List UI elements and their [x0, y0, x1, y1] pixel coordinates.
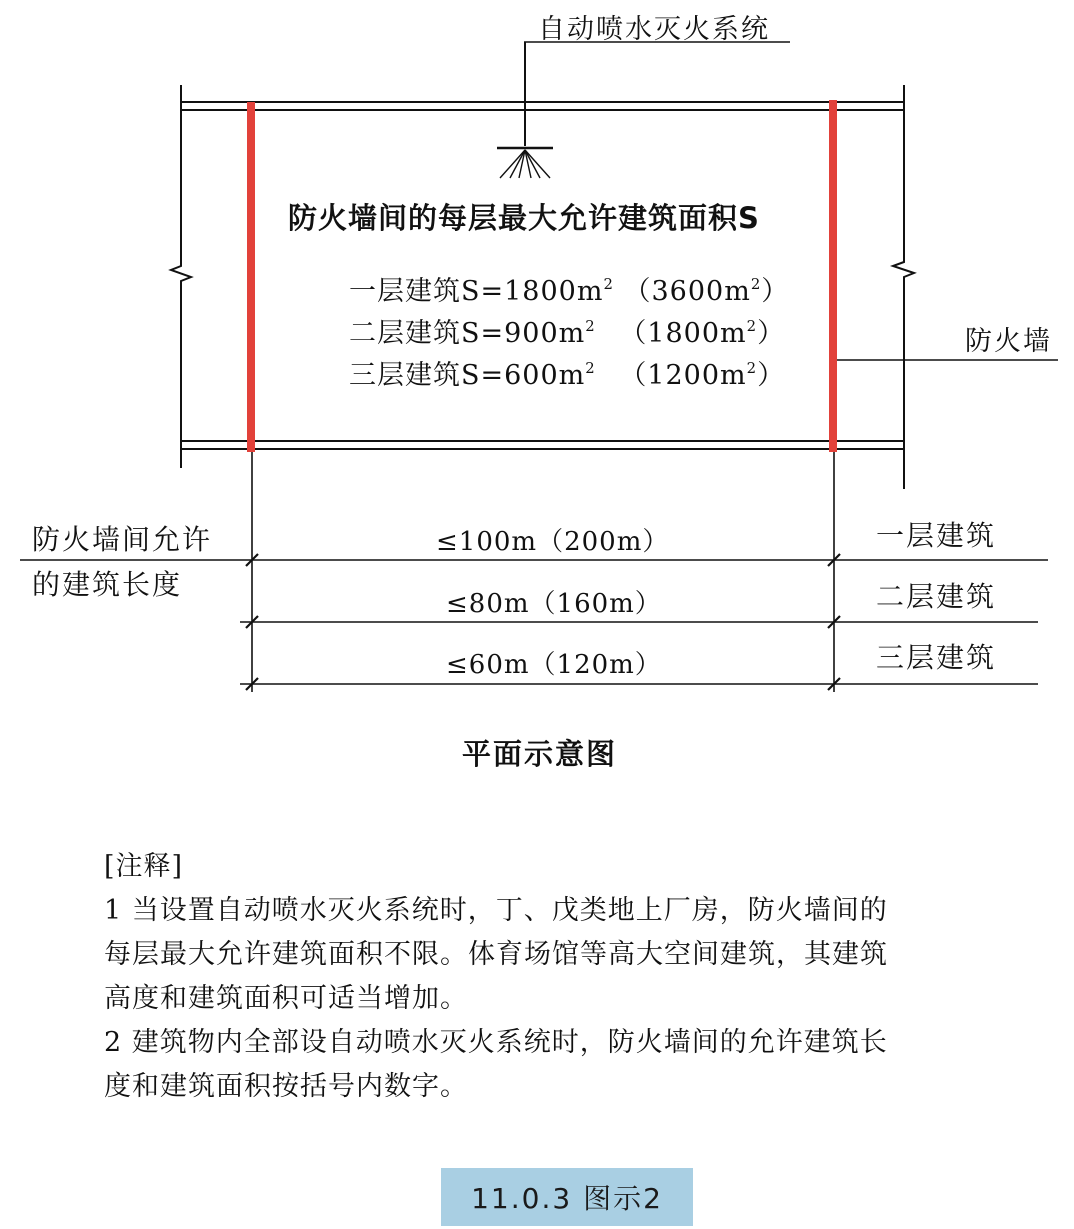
- dim-floor-1: 一层建筑: [876, 519, 997, 552]
- notes-block: [104, 845, 1004, 1109]
- figure-title: 平面示意图: [462, 737, 618, 771]
- notes-line: 每层最大允许建筑面积不限。体育场馆等高大空间建筑，其建筑: [104, 939, 888, 970]
- sprinkler-label: 自动喷水灭火系统: [538, 14, 770, 45]
- area-row-3-sup-b: 2: [746, 358, 758, 377]
- caption-text: 11.0.3 图示2: [471, 1182, 663, 1215]
- dim-value-2: ≤80m（160m）: [446, 589, 662, 619]
- caption-box: [441, 1168, 693, 1226]
- area-row-3-paren: （1200m: [619, 360, 747, 391]
- area-row-3: [349, 358, 786, 391]
- area-row-2-prefix: 二层建筑S=900m: [349, 318, 586, 349]
- left-break-line: [171, 85, 191, 468]
- sprinkler-spray: [500, 150, 550, 178]
- dim-floor-3: 三层建筑: [876, 641, 997, 674]
- area-row-2: [349, 316, 786, 349]
- area-row-1-prefix: 一层建筑S=1800m: [349, 276, 604, 307]
- right-break-line: [893, 85, 914, 489]
- area-row-2-close: ）: [757, 318, 786, 349]
- area-row-1-close: ）: [761, 276, 790, 307]
- area-row-2-sup-a: 2: [585, 316, 596, 335]
- notes-line: 高度和建筑面积可适当增加。: [104, 983, 468, 1014]
- firewall-left: [247, 102, 255, 452]
- firewall-right: [829, 100, 837, 452]
- area-row-3-close: ）: [757, 360, 786, 391]
- dim-value-3: ≤60m（120m）: [446, 650, 662, 680]
- area-row-3-prefix: 三层建筑S=600m: [349, 360, 586, 391]
- area-row-1-sup-b: 2: [750, 274, 762, 293]
- notes-line: 2 建筑物内全部设自动喷水灭火系统时，防火墙间的允许建筑长: [104, 1027, 888, 1058]
- area-row-1-sup-a: 2: [603, 274, 614, 293]
- area-title: 防火墙间的每层最大允许建筑面积S: [288, 201, 760, 235]
- length-label-line1: 防火墙间允许: [32, 523, 213, 556]
- area-row-3-sup-a: 2: [585, 358, 596, 377]
- firewall-label: 防火墙: [965, 326, 1052, 357]
- notes-line: 1 当设置自动喷水灭火系统时，丁、戊类地上厂房，防火墙间的: [104, 895, 888, 926]
- notes-line: 度和建筑面积按括号内数字。: [104, 1071, 468, 1102]
- length-label-line2: 的建筑长度: [32, 568, 183, 601]
- area-row-2-paren: （1800m: [619, 318, 747, 349]
- area-row-1-paren: （3600m: [623, 276, 751, 307]
- area-row-2-sup-b: 2: [746, 316, 758, 335]
- dim-value-1: ≤100m（200m）: [436, 527, 670, 557]
- dim-floor-2: 二层建筑: [876, 580, 997, 613]
- area-row-1: [349, 274, 790, 307]
- notes-heading: [注释]: [104, 851, 184, 882]
